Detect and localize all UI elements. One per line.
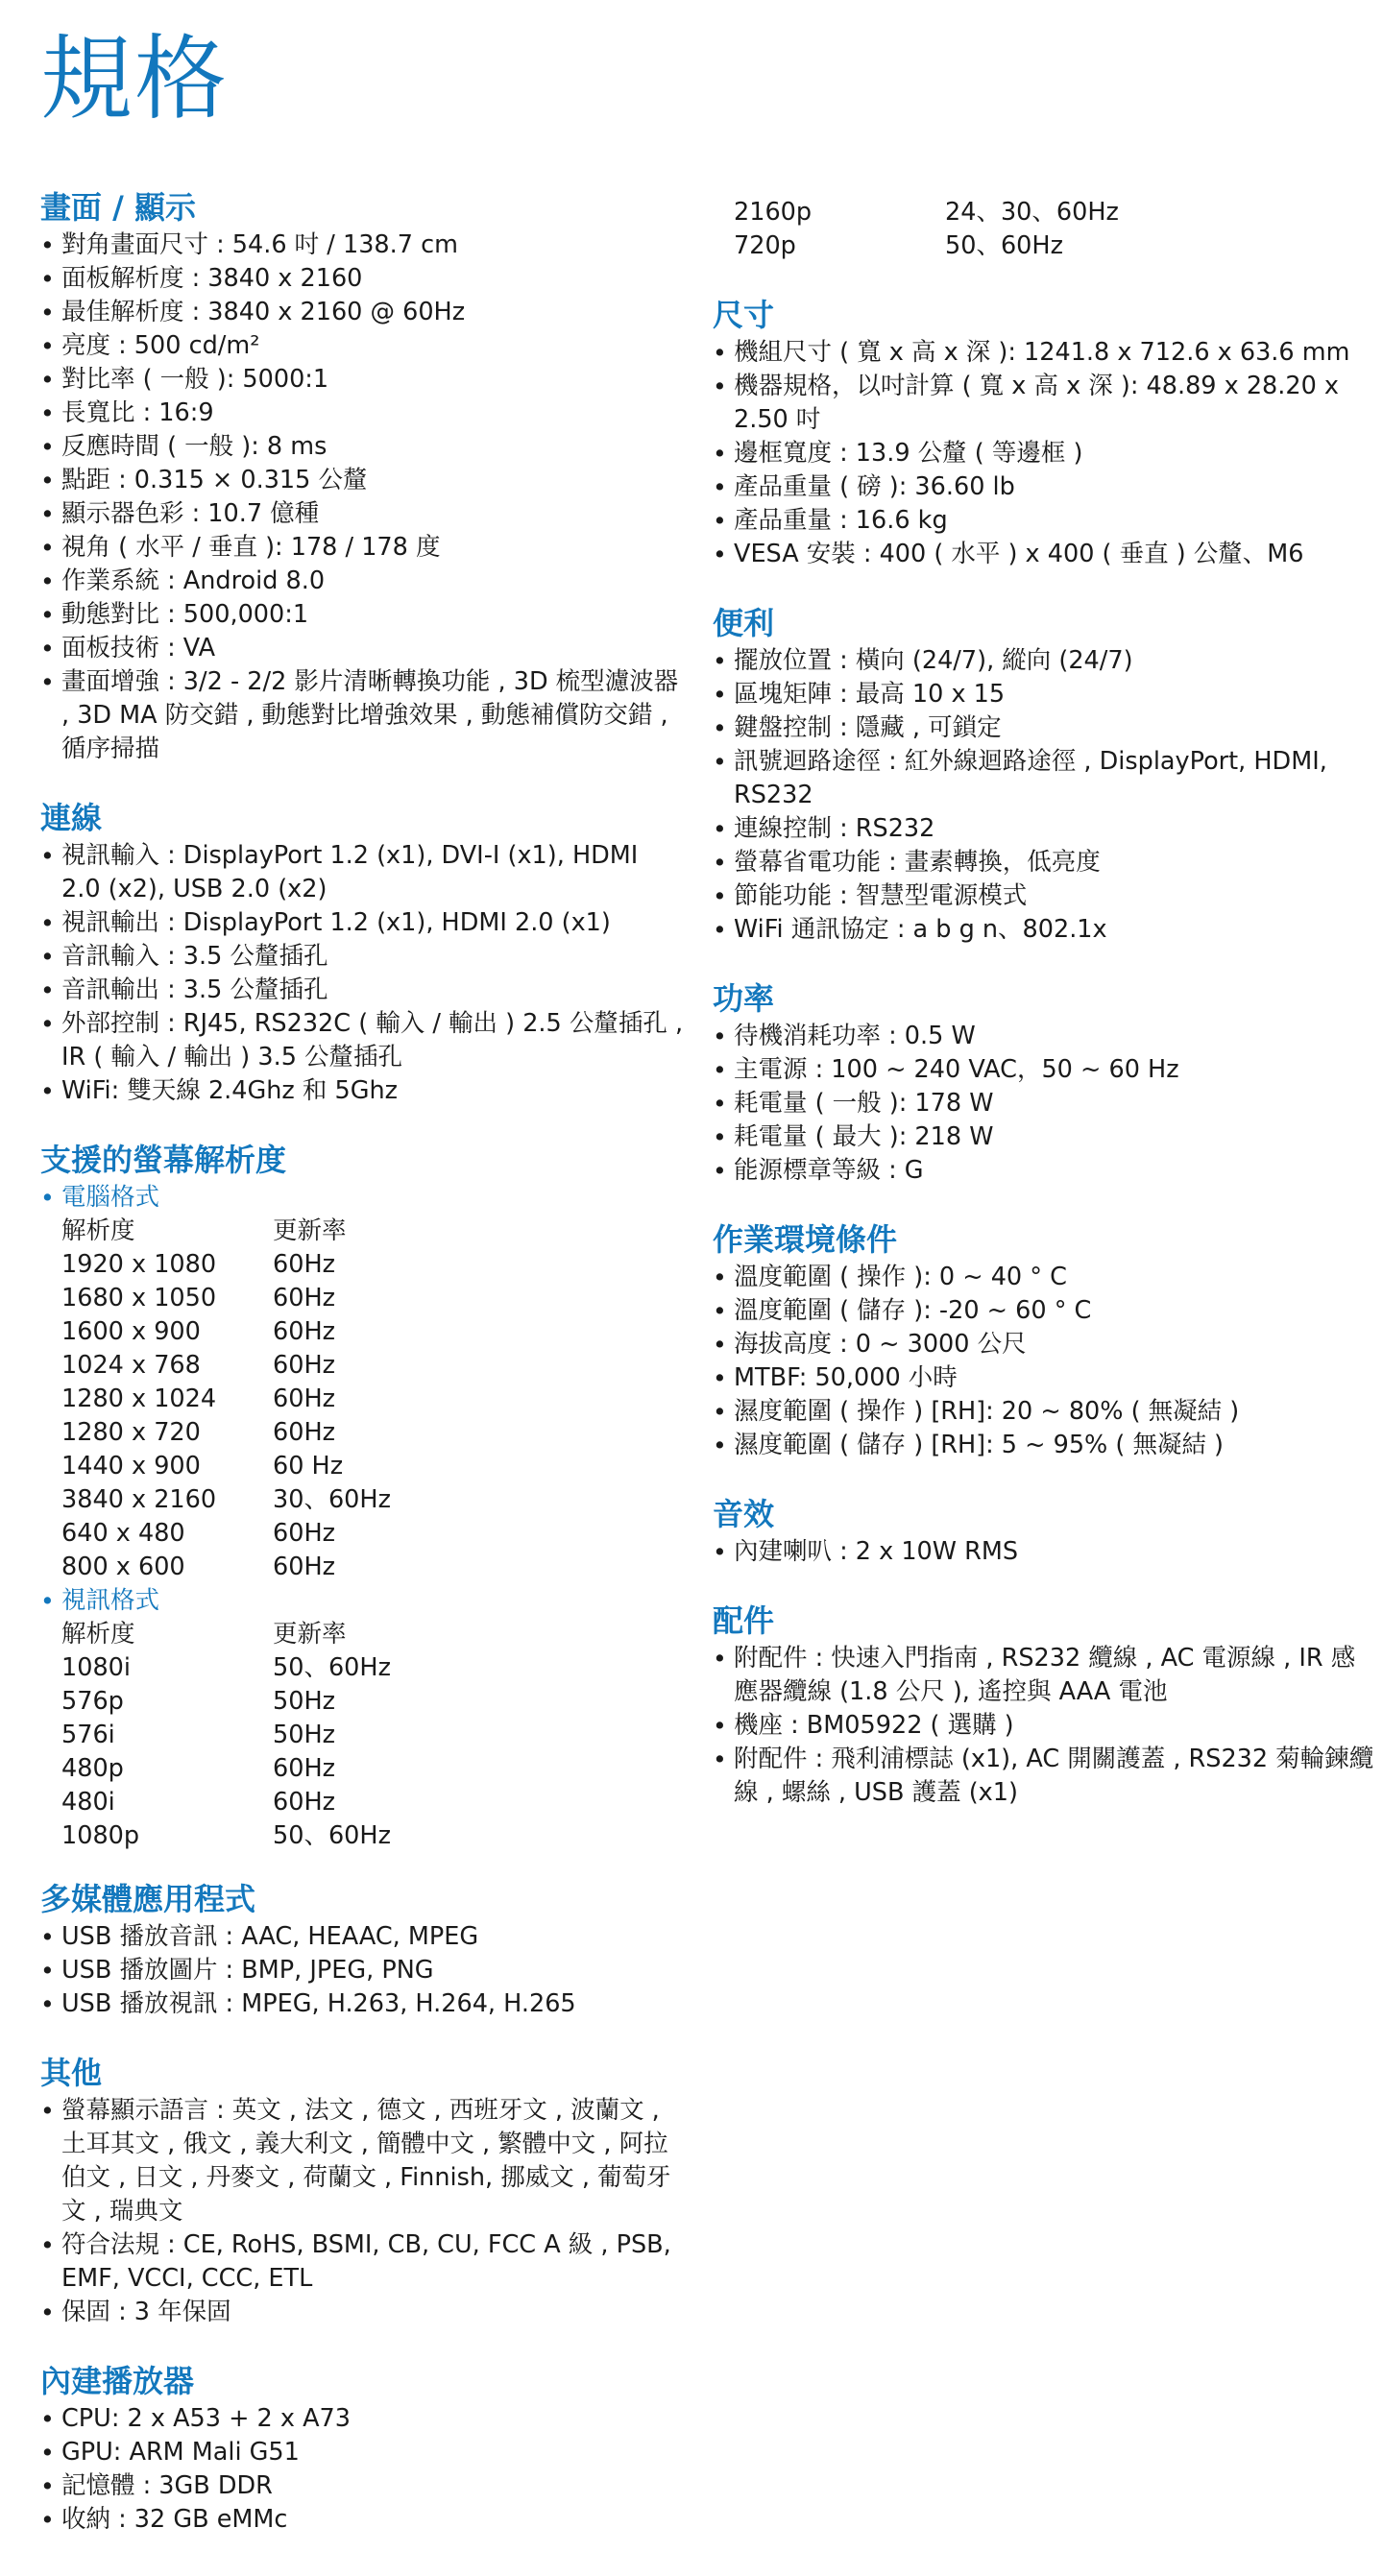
- list-item: • 亮度 : 500 cd/m²: [40, 329, 684, 363]
- list-item: • 記憶體 : 3GB DDR: [40, 2469, 684, 2503]
- list-item: • 溫度範圍 ( 儲存 ): -20 ~ 60 ° C: [713, 1294, 1375, 1328]
- multimedia-list: [40, 1920, 684, 2021]
- resolutions-list: [40, 1181, 684, 1215]
- section-heading-sound: 音效: [713, 1496, 775, 1532]
- list-item: • WiFi 通訊協定 : a b g n、802.1x: [713, 913, 1375, 947]
- section-misc: [40, 2054, 684, 2329]
- refresh-rate-cell: 60Hz: [273, 1384, 336, 1413]
- video-format-list: [40, 1584, 684, 1618]
- resolution-cell: 1440 x 900: [61, 1452, 201, 1481]
- list-item: • 反應時間 ( 一般 ): 8 ms: [40, 430, 684, 464]
- table-row: [61, 1551, 391, 1584]
- refresh-rate-cell: 60Hz: [273, 1788, 336, 1817]
- environment-list: [713, 1261, 1375, 1462]
- section-display: [40, 188, 684, 766]
- list-item: • 最佳解析度 : 3840 x 2160 @ 60Hz: [40, 296, 684, 329]
- column-header-resolution: 解析度: [61, 1216, 135, 1245]
- table-row: [61, 1416, 391, 1450]
- section-multimedia: [40, 1880, 684, 2021]
- list-item: • 符合法規 : CE, RoHS, BSMI, CB, CU, FCC A 級 , PSB, EMF, VCCI, CCC, ETL: [40, 2228, 684, 2296]
- list-item: • 螢幕顯示語言 : 英文 , 法文 , 德文 , 西班牙文 , 波蘭文 , 土耳其文 , 俄文 , 義大利文 , 簡體中文 , 繁體中文 , 阿拉伯文 , 日文 , 丹麥文 , 荷蘭文 , Finnish, 挪威文 , 葡萄牙文 , 瑞典文: [40, 2094, 684, 2228]
- table-row: [61, 1315, 391, 1349]
- section-environment: [713, 1220, 1375, 1462]
- refresh-rate-cell: 50、60Hz: [273, 1821, 391, 1850]
- list-item: • 鍵盤控制 : 隱藏 , 可鎖定: [713, 711, 1375, 745]
- list-item: • WiFi: 雙天線 2.4Ghz 和 5Ghz: [40, 1074, 684, 1108]
- list-item: • 訊號迴路途徑 : 紅外線迴路途徑 , DisplayPort, HDMI, RS232: [713, 745, 1375, 812]
- list-item: • 動態對比 : 500,000:1: [40, 598, 684, 632]
- resolution-cell: 720p: [734, 231, 796, 260]
- list-item: • 保固 : 3 年保固: [40, 2296, 684, 2329]
- resolution-cell: 2160p: [734, 198, 813, 227]
- section-player: [40, 2362, 684, 2537]
- list-item: • USB 播放圖片 : BMP, JPEG, PNG: [40, 1954, 684, 1987]
- section-heading-power: 功率: [713, 980, 775, 1017]
- column-header-refresh: 更新率: [273, 1620, 347, 1649]
- table-row: [61, 1282, 391, 1315]
- section-heading-accessories: 配件: [713, 1602, 775, 1639]
- list-item: • 對角畫面尺寸 : 54.6 吋 / 138.7 cm: [40, 229, 684, 262]
- sound-list: [713, 1535, 1375, 1569]
- list-item: • 濕度範圍 ( 操作 ) [RH]: 20 ~ 80% ( 無凝結 ): [713, 1395, 1375, 1429]
- video-resolution-table: [61, 1618, 391, 1853]
- resolution-cell: 800 x 600: [61, 1553, 185, 1581]
- column-header-resolution: 解析度: [61, 1620, 135, 1649]
- section-connectivity: [40, 799, 684, 1108]
- list-item: • USB 播放音訊 : AAC, HEAAC, MPEG: [40, 1920, 684, 1954]
- refresh-rate-cell: 50Hz: [273, 1687, 336, 1716]
- list-item: • 機器規格，以吋計算 ( 寬 x 高 x 深 ): 48.89 x 28.20 x 2.50 吋: [713, 370, 1375, 437]
- section-dimensions: [713, 296, 1375, 571]
- table-row: [61, 1450, 391, 1483]
- list-item: • 機座 : BM05922 ( 選購 ): [713, 1709, 1375, 1743]
- section-resolutions: [40, 1141, 684, 1853]
- table-row: [734, 229, 1119, 263]
- table-row: [61, 1248, 391, 1282]
- accessories-list: [713, 1642, 1375, 1810]
- refresh-rate-cell: 50、60Hz: [945, 231, 1063, 260]
- section-heading-dimensions: 尺寸: [713, 297, 775, 333]
- left-column: [40, 188, 684, 2569]
- resolution-cell: 1600 x 900: [61, 1317, 201, 1346]
- refresh-rate-cell: 60Hz: [273, 1519, 336, 1548]
- table-row: [61, 1786, 391, 1819]
- list-item: • 能源標章等級 : G: [713, 1154, 1375, 1188]
- list-item: • VESA 安裝 : 400 ( 水平 ) x 400 ( 垂直 ) 公釐、M6: [713, 538, 1375, 571]
- list-item: • 收納 : 32 GB eMMc: [40, 2503, 684, 2537]
- resolution-cell: 1080p: [61, 1821, 140, 1850]
- resolution-cell: 640 x 480: [61, 1519, 185, 1548]
- list-item: • 待機消耗功率 : 0.5 W: [713, 1020, 1375, 1053]
- list-item: • 擺放位置 : 橫向 (24/7), 縱向 (24/7): [713, 644, 1375, 678]
- table-row: [61, 1483, 391, 1517]
- refresh-rate-cell: 24、30、60Hz: [945, 198, 1119, 227]
- dimensions-list: [713, 336, 1375, 571]
- list-item: • 附配件 : 飛利浦標誌 (x1), AC 開關護蓋 , RS232 菊輪鍊纜線 , 螺絲 , USB 護蓋 (x1): [713, 1743, 1375, 1810]
- list-item: • 耗電量 ( 最大 ): 218 W: [713, 1120, 1375, 1154]
- section-heading-player: 內建播放器: [40, 2363, 195, 2399]
- refresh-rate-cell: 60Hz: [273, 1553, 336, 1581]
- refresh-rate-cell: 60Hz: [273, 1418, 336, 1447]
- table-row: [61, 1383, 391, 1416]
- list-item: • 邊框寬度 : 13.9 公釐 ( 等邊框 ): [713, 437, 1375, 470]
- list-item: • 節能功能 : 智慧型電源模式: [713, 879, 1375, 913]
- refresh-rate-cell: 60Hz: [273, 1317, 336, 1346]
- list-item: • 耗電量 ( 一般 ): 178 W: [713, 1087, 1375, 1120]
- list-item: • 視訊輸出 : DisplayPort 1.2 (x1), HDMI 2.0 (x1): [40, 906, 684, 940]
- section-accessories: [713, 1601, 1375, 1810]
- page-title: 規格: [40, 25, 229, 132]
- list-item: • 長寬比 : 16:9: [40, 397, 684, 430]
- list-item: • 視訊輸入 : DisplayPort 1.2 (x1), DVI-I (x1), HDMI 2.0 (x2), USB 2.0 (x2): [40, 839, 684, 906]
- section-heading-resolutions: 支援的螢幕解析度: [40, 1142, 287, 1178]
- list-item: • 點距 : 0.315 × 0.315 公釐: [40, 464, 684, 497]
- list-item: • 濕度範圍 ( 儲存 ) [RH]: 5 ~ 95% ( 無凝結 ): [713, 1429, 1375, 1462]
- list-item: • CPU: 2 x A53 + 2 x A73: [40, 2402, 684, 2436]
- list-item: • 主電源 : 100 ~ 240 VAC，50 ~ 60 Hz: [713, 1053, 1375, 1087]
- table-row: [61, 1819, 391, 1853]
- section-heading-environment: 作業環境條件: [713, 1221, 898, 1258]
- table-row: [61, 1517, 391, 1551]
- list-item: • MTBF: 50,000 小時: [713, 1361, 1375, 1395]
- list-item: • 外部控制 : RJ45, RS232C ( 輸入 / 輸出 ) 2.5 公釐插孔 , IR ( 輸入 / 輸出 ) 3.5 公釐插孔: [40, 1007, 684, 1074]
- list-item: • 面板技術 : VA: [40, 632, 684, 665]
- power-list: [713, 1020, 1375, 1188]
- resolution-cell: 1280 x 720: [61, 1418, 201, 1447]
- section-heading-misc: 其他: [40, 2055, 103, 2091]
- section-heading-display: 畫面 / 顯示: [40, 189, 196, 226]
- list-item: • 區塊矩陣 : 最高 10 x 15: [713, 678, 1375, 711]
- section-heading-convenience: 便利: [713, 605, 775, 641]
- list-item: • 連線控制 : RS232: [713, 812, 1375, 846]
- list-item: • 對比率 ( 一般 ): 5000:1: [40, 363, 684, 397]
- list-item: • 附配件 : 快速入門指南 , RS232 纜線 , AC 電源線 , IR 感應器纜線 (1.8 公尺 ), 遙控與 AAA 電池: [713, 1642, 1375, 1709]
- resolution-cell: 1680 x 1050: [61, 1284, 217, 1312]
- video-resolution-table-continued: [734, 196, 1119, 263]
- refresh-rate-cell: 60Hz: [273, 1754, 336, 1783]
- section-heading-multimedia: 多媒體應用程式: [40, 1881, 256, 1917]
- refresh-rate-cell: 50Hz: [273, 1721, 336, 1749]
- list-item: • 畫面增強 : 3/2 - 2/2 影片清晰轉換功能 , 3D 梳型濾波器 , 3D MA 防交錯 , 動態對比增強效果 , 動態補償防交錯 , 循序掃描: [40, 665, 684, 766]
- pc-format-label: • 電腦格式: [40, 1181, 684, 1215]
- list-item: • 產品重量 : 16.6 kg: [713, 504, 1375, 538]
- list-item: • 內建喇叭 : 2 x 10W RMS: [713, 1535, 1375, 1569]
- table-row: [61, 1719, 391, 1752]
- resolution-cell: 576i: [61, 1721, 115, 1749]
- list-item: • 音訊輸出 : 3.5 公釐插孔: [40, 974, 684, 1007]
- list-item: • 機組尺寸 ( 寬 x 高 x 深 ): 1241.8 x 712.6 x 63.6 mm: [713, 336, 1375, 370]
- table-header-row: [61, 1618, 391, 1651]
- refresh-rate-cell: 60Hz: [273, 1284, 336, 1312]
- list-item: • 溫度範圍 ( 操作 ): 0 ~ 40 ° C: [713, 1261, 1375, 1294]
- refresh-rate-cell: 60 Hz: [273, 1452, 344, 1481]
- refresh-rate-cell: 60Hz: [273, 1351, 336, 1380]
- column-header-refresh: 更新率: [273, 1216, 347, 1245]
- section-convenience: [713, 604, 1375, 947]
- list-item: • GPU: ARM Mali G51: [40, 2436, 684, 2469]
- table-row: [61, 1651, 391, 1685]
- table-row: [61, 1752, 391, 1786]
- video-format-label: • 視訊格式: [40, 1584, 684, 1618]
- display-list: [40, 229, 684, 766]
- resolution-cell: 1024 x 768: [61, 1351, 201, 1380]
- table-row: [61, 1349, 391, 1383]
- resolution-cell: 1080i: [61, 1653, 131, 1682]
- list-item: • 面板解析度 : 3840 x 2160: [40, 262, 684, 296]
- resolution-cell: 1920 x 1080: [61, 1250, 217, 1279]
- section-sound: [713, 1495, 1375, 1569]
- section-heading-connectivity: 連線: [40, 800, 103, 836]
- resolution-cell: 480i: [61, 1788, 115, 1817]
- connectivity-list: [40, 839, 684, 1108]
- list-item: • USB 播放視訊 : MPEG, H.263, H.264, H.265: [40, 1987, 684, 2021]
- list-item: • 產品重量 ( 磅 ): 36.60 lb: [713, 470, 1375, 504]
- resolution-cell: 480p: [61, 1754, 124, 1783]
- refresh-rate-cell: 60Hz: [273, 1250, 336, 1279]
- pc-resolution-table: [61, 1215, 391, 1584]
- table-row: [61, 1685, 391, 1719]
- right-column: [713, 196, 1375, 1842]
- resolution-cell: 3840 x 2160: [61, 1485, 217, 1514]
- misc-list: [40, 2094, 684, 2329]
- list-item: • 海拔高度 : 0 ~ 3000 公尺: [713, 1328, 1375, 1361]
- resolution-cell: 576p: [61, 1687, 124, 1716]
- list-item: • 音訊輸入 : 3.5 公釐插孔: [40, 940, 684, 974]
- refresh-rate-cell: 30、60Hz: [273, 1485, 391, 1514]
- refresh-rate-cell: 50、60Hz: [273, 1653, 391, 1682]
- list-item: • 顯示器色彩 : 10.7 億種: [40, 497, 684, 531]
- list-item: • 作業系統 : Android 8.0: [40, 565, 684, 598]
- table-header-row: [61, 1215, 391, 1248]
- resolution-cell: 1280 x 1024: [61, 1384, 217, 1413]
- section-power: [713, 979, 1375, 1188]
- list-item: • 螢幕省電功能 : 畫素轉換，低亮度: [713, 846, 1375, 879]
- player-list: [40, 2402, 684, 2537]
- list-item: • 視角 ( 水平 / 垂直 ): 178 / 178 度: [40, 531, 684, 565]
- table-row: [734, 196, 1119, 229]
- convenience-list: [713, 644, 1375, 947]
